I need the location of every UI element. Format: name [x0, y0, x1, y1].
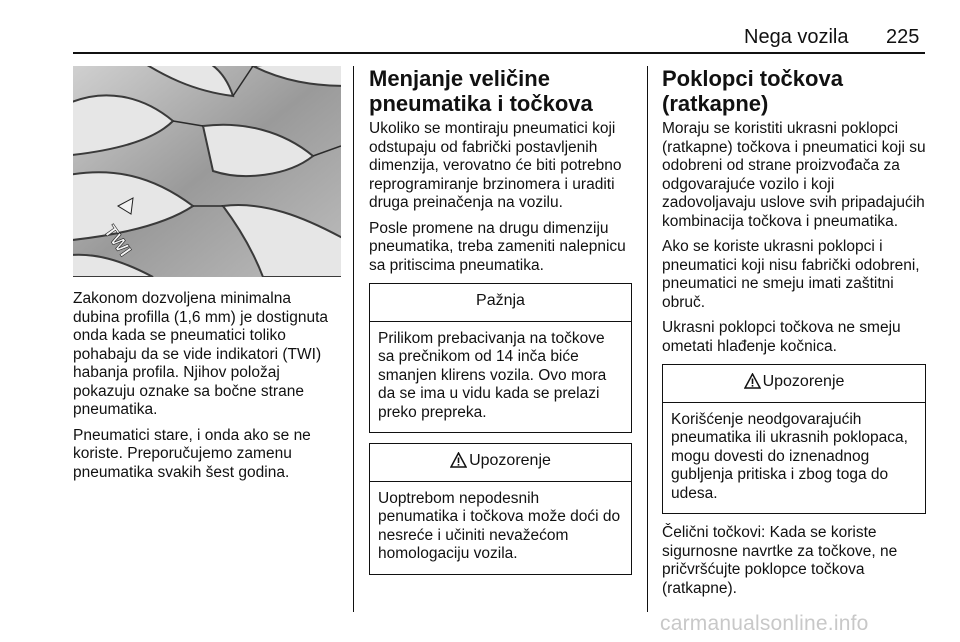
caution-title: Pažnja [370, 284, 631, 322]
column-divider [353, 66, 354, 612]
page-header-title: Nega vozila [744, 26, 849, 48]
warning-header [663, 365, 925, 403]
tire-tread-wear-indicator-image [73, 66, 341, 277]
paragraph: Ako se koriste ukrasni poklopci i pneumatici koji nisu fabrički odobreni, pneumatici ne smeju imati zaštitni obruč. [662, 238, 920, 311]
caution-box [369, 283, 632, 433]
paragraph: Ukoliko se montiraju pneumatici koji odstupaju od fabrički postavljenih dimenzija, verovatno će biti potrebno reprogramiranje brzinomera i uraditi druga preinačenja na vozilu. [369, 120, 622, 211]
paragraph: Moraju se koristiti ukrasni poklopci (ratkapne) točkova i pneumatici koji su odobreni od strane proizvođača za odgovarajuće vozilo i koji zadovoljavaju uslove svih pripadajućih kombinacija točkova i pneumatika. [662, 120, 926, 230]
warning-box [369, 443, 632, 575]
section-heading: Poklopci točkova (ratkapne) [662, 66, 843, 116]
page-number: 225 [886, 26, 920, 48]
column-2 [369, 66, 632, 585]
paragraph: Ukrasni poklopci točkova ne smeju ometati hlađenje kočnica. [662, 319, 901, 355]
column-divider [647, 66, 648, 612]
warning-title: Upozorenje [469, 452, 551, 469]
column-1 [73, 290, 341, 489]
warning-triangle-icon [450, 452, 467, 468]
warning-title: Upozorenje [762, 373, 845, 390]
watermark: carmanualsonline.info [660, 612, 869, 635]
tire-label-twi: TWI [99, 221, 136, 261]
paragraph: Zakonom dozvoljena minimalna dubina profilla (1,6 mm) je dostignuta onda kada se pneumatici toliko pohabaju da se vide indikatori (TWI) habanja profila. Njihov položaj pokazuju oznake sa bočne strane pneumatika. [73, 290, 329, 418]
warning-text: Korišćenje neodgovarajućih pneumatika ili ukrasnih poklopaca, mogu dovesti do iznenadnog gubljenja pritiska i zbog toga do udesa. [671, 410, 908, 502]
caution-text: Prilikom prebacivanja na točkove sa prečnikom od 14 inča biće smanjen klirens vozila. Ovo mora da se ima u vidu kada se prelazi preko prepreka. [378, 329, 607, 421]
warning-triangle-icon [744, 373, 761, 389]
paragraph: Posle promene na drugu dimenziju pneumatika, treba zameniti nalepnicu sa pritiscima pneumatika. [369, 219, 626, 274]
warning-box [662, 364, 926, 514]
paragraph: Pneumatici stare, i onda ako se ne koriste. Preporučujemo zamenu pneumatika svakih šest godina. [73, 426, 311, 481]
warning-header [370, 444, 631, 482]
column-3 [662, 66, 926, 605]
section-heading: Menjanje veličine pneumatika i točkova [369, 66, 593, 116]
header-rule [73, 52, 925, 54]
warning-text: Uoptrebom nepodesnih penumatika i točkova može doći do nesreće i učiniti nevažećom homologaciju vozila. [378, 489, 621, 562]
paragraph: Čelični točkovi: Kada se koriste sigurnosne navrtke za točkove, ne pričvršćujte poklopce točkova (ratkapne). [662, 524, 898, 597]
